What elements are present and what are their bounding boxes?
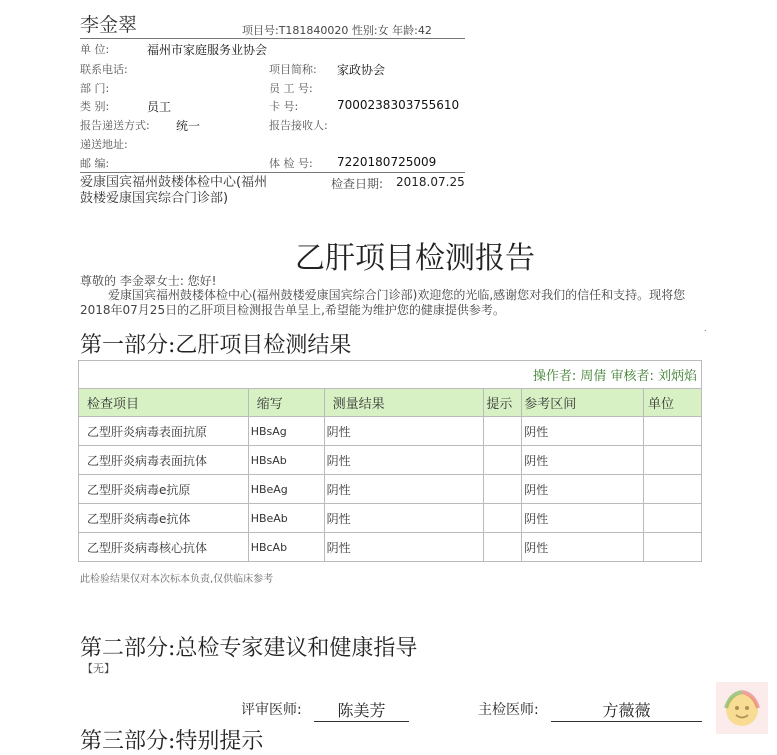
delivery-value: 统一 — [176, 119, 201, 133]
chief-signature: 方薇薇 — [551, 698, 702, 722]
col-header: 检查项目 — [79, 389, 249, 417]
item-cell: 乙型肝炎病毒表面抗原 — [79, 417, 249, 446]
result-cell: 阴性 — [324, 446, 484, 475]
table-header-row — [79, 389, 702, 417]
col-header: 缩写 — [248, 389, 324, 417]
part2-title: 第二部分:总检专家建议和健康指导 — [80, 636, 418, 661]
category-label: 类 别: — [80, 100, 110, 113]
unit-cell — [644, 504, 702, 533]
col-header: 单位 — [644, 389, 702, 417]
disclaimer-note: 此检验结果仅对本次标本负责,仅供临床参考 — [80, 574, 274, 585]
reviewer-signature: 陈美芳 — [314, 698, 409, 722]
operator-line: 操作者: 周倩 审核者: 刘炳焰 — [79, 361, 702, 389]
hospital-name: 爱康国宾福州鼓楼体检中心(福州鼓楼爱康国宾综合门诊部) — [80, 175, 268, 206]
card-label: 卡 号: — [269, 100, 299, 113]
unit-cell — [644, 475, 702, 504]
result-cell: 阴性 — [324, 475, 484, 504]
receiver-label: 报告接收人: — [269, 119, 328, 132]
abbr-cell: HBeAg — [248, 475, 324, 504]
staff-no-label: 员 工 号: — [269, 82, 313, 95]
unit-value: 福州市家庭服务业协会 — [147, 43, 268, 57]
unit-cell — [644, 446, 702, 475]
project-abbr-label: 项目简称: — [269, 63, 317, 76]
category-value: 员工 — [147, 100, 172, 114]
part1-title: 第一部分:乙肝项目检测结果 — [80, 333, 352, 358]
abbr-cell: HBsAb — [248, 446, 324, 475]
intro-paragraph: 爱康国宾福州鼓楼体检中心(福州鼓楼爱康国宾综合门诊部)欢迎您的光临,感谢您对我们的信任和支持。现将您2018年07月25日的乙肝项目检测报告单呈上,希望能为维护您的健康提供参考。 — [80, 288, 686, 317]
unit-label: 单 位: — [80, 43, 110, 56]
results-table — [78, 360, 702, 562]
hint-cell — [484, 446, 522, 475]
table-row — [79, 417, 702, 446]
table-row — [79, 533, 702, 562]
abbr-cell: HBsAg — [248, 417, 324, 446]
part3-title: 第三部分:特别提示 — [80, 729, 264, 754]
col-header: 参考区间 — [522, 389, 644, 417]
table-row — [79, 446, 702, 475]
ref-cell: 阴性 — [522, 446, 644, 475]
chief-label: 主检医师: — [478, 702, 539, 718]
hint-cell — [484, 417, 522, 446]
corner-logo-icon — [716, 682, 768, 734]
info-divider — [80, 172, 465, 173]
item-cell: 乙型肝炎病毒核心抗体 — [79, 533, 249, 562]
item-cell: 乙型肝炎病毒表面抗体 — [79, 446, 249, 475]
result-cell: 阴性 — [324, 504, 484, 533]
item-cell: 乙型肝炎病毒e抗体 — [79, 504, 249, 533]
hint-cell — [484, 533, 522, 562]
operator-row — [79, 361, 702, 389]
ref-cell: 阴性 — [522, 533, 644, 562]
unit-cell — [644, 533, 702, 562]
phone-label: 联系电话: — [80, 63, 128, 76]
delivery-label: 报告递送方式: — [80, 119, 150, 132]
exam-date-value: 2018.07.25 — [396, 175, 465, 189]
postcode-label: 邮 编: — [80, 157, 110, 170]
result-cell: 阴性 — [324, 533, 484, 562]
card-value: 7000238303755610 — [337, 98, 460, 112]
ref-cell: 阴性 — [522, 475, 644, 504]
address-label: 递送地址: — [80, 138, 128, 151]
dept-label: 部 门: — [80, 82, 110, 95]
header-divider — [80, 38, 465, 39]
exam-no-value: 7220180725009 — [337, 155, 437, 169]
project-line: 项目号:T181840020 性别:女 年龄:42 — [242, 24, 432, 37]
ref-cell: 阴性 — [522, 504, 644, 533]
table-row — [79, 504, 702, 533]
report-title: 乙肝项目检测报告 — [295, 241, 535, 276]
exam-no-label: 体 检 号: — [269, 157, 313, 170]
exam-date-label: 检查日期: — [331, 177, 384, 191]
hint-cell — [484, 475, 522, 504]
hint-cell — [484, 504, 522, 533]
col-header: 提示 — [484, 389, 522, 417]
unit-cell — [644, 417, 702, 446]
advice-content: 【无】 — [82, 662, 115, 675]
col-header: 测量结果 — [324, 389, 484, 417]
patient-name: 李金翠 — [80, 14, 138, 36]
table-row — [79, 475, 702, 504]
item-cell: 乙型肝炎病毒e抗原 — [79, 475, 249, 504]
greeting: 尊敬的 李金翠女士: 您好! — [80, 274, 217, 288]
project-abbr-value: 家政协会 — [337, 63, 386, 77]
reviewer-label: 评审医师: — [241, 702, 302, 718]
ref-cell: 阴性 — [522, 417, 644, 446]
abbr-cell: HBeAb — [248, 504, 324, 533]
stray-dot: . — [704, 324, 707, 333]
result-cell: 阴性 — [324, 417, 484, 446]
abbr-cell: HBcAb — [248, 533, 324, 562]
